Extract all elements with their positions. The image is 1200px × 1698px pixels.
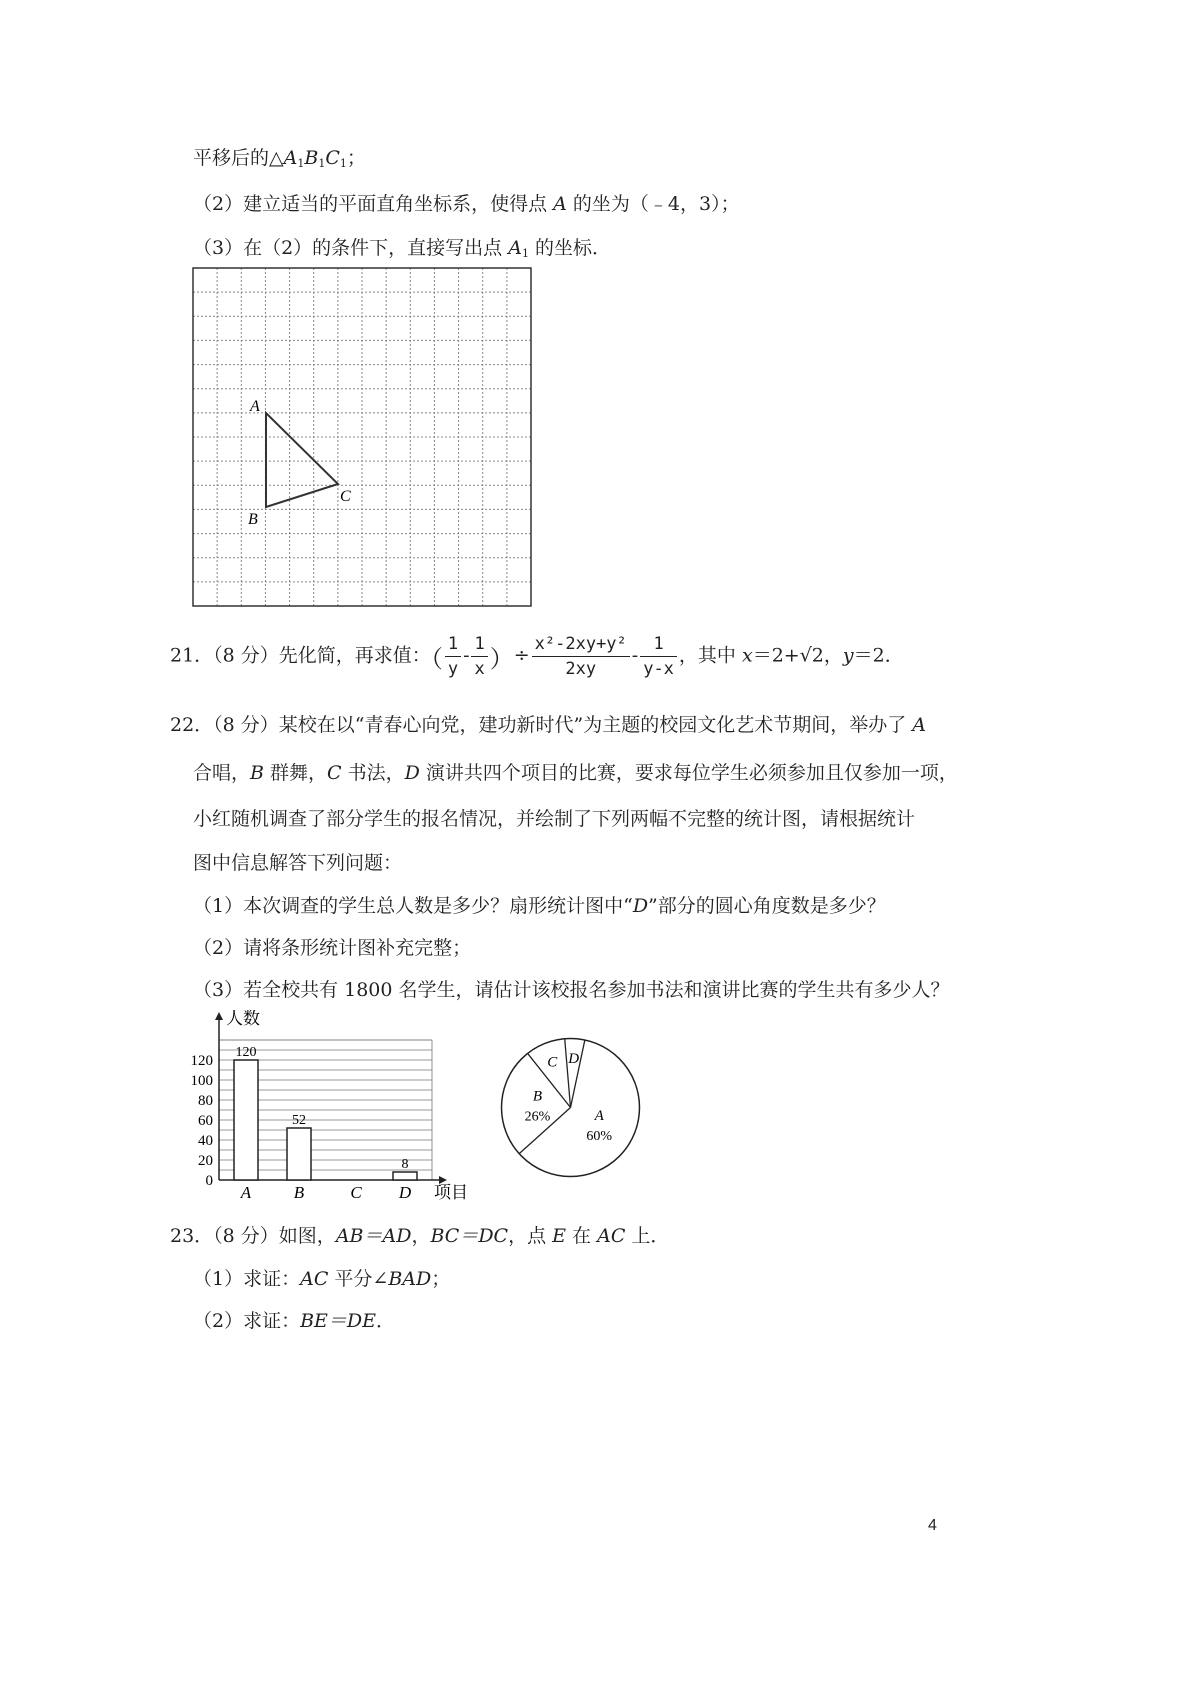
fraction-1-over-x: $\frac{1}{x}$ xyxy=(471,634,487,679)
q23-part1: （1）求证：AC 平分∠BAD； xyxy=(193,1268,451,1290)
bar-value-label: 8 xyxy=(401,1157,409,1172)
y-tick-label: 20 xyxy=(198,1153,213,1169)
q22-part3: （3）若全校共有 1800 名学生，请估计该校报名参加书法和演讲比赛的学生共有多少人？ xyxy=(193,979,950,1001)
pie-slice-label: A xyxy=(594,1108,604,1125)
y-tick-label: 100 xyxy=(190,1073,213,1089)
fraction-quadratic-over-2xy: $\frac{\text{x²-2xy+y²}}{2xy}$ xyxy=(532,634,630,679)
pie-percent-label: 60% xyxy=(586,1129,613,1145)
fraction-1-over-y-minus-x: $\frac{1}{y-x}$ xyxy=(640,634,677,679)
y-tick-label: 120 xyxy=(190,1053,213,1069)
grid-triangle-figure xyxy=(190,265,535,610)
bar-A xyxy=(234,1060,258,1180)
q22-part1: （1）本次调查的学生总人数是多少？扇形统计图中“D”部分的圆心角度数是多少？ xyxy=(193,895,886,917)
q22-line2: 合唱，B 群舞，C 书法，D 演讲共四个项目的比赛，要求每位学生必须参加且仅参加一项， xyxy=(193,762,958,784)
pie-chart xyxy=(498,1035,643,1180)
y-tick-label: 40 xyxy=(198,1133,213,1149)
pie-slice-label: B xyxy=(532,1088,543,1105)
q23-part2: （2）求证：BE＝DE． xyxy=(193,1310,396,1332)
q22-line4: 图中信息解答下列问题： xyxy=(193,852,403,874)
fraction-1-over-y: $\frac{1}{y}$ xyxy=(445,634,461,679)
y-tick-labels xyxy=(191,1053,214,1189)
x-category-label: C xyxy=(350,1183,362,1200)
y-tick-label: 60 xyxy=(198,1113,213,1129)
bar-chart xyxy=(180,1010,480,1200)
q23-line1: 23．（8 分）如图，AB＝AD，BC＝DC，点 E 在 AC 上． xyxy=(170,1225,670,1247)
bar-B xyxy=(287,1128,311,1180)
q22-part2: （2）请将条形统计图补充完整； xyxy=(193,937,472,959)
bar-value-label: 52 xyxy=(292,1113,306,1128)
x-category-label: B xyxy=(293,1183,305,1200)
pie-slice-label: D xyxy=(568,1050,580,1067)
vertex-label-a: A xyxy=(250,398,260,415)
y-tick-label: 0 xyxy=(205,1173,213,1189)
x-axis-title: 项目 xyxy=(434,1183,468,1200)
q20-part2: （2）建立适当的平面直角坐标系，使得点 A 的坐为（﹣4，3）； xyxy=(193,193,740,215)
pie-labels xyxy=(525,1051,613,1144)
y-axis-title: 人数 xyxy=(226,1010,260,1028)
x-category-labels xyxy=(240,1183,412,1200)
grid-lines xyxy=(193,268,531,606)
q22-line3: 小红随机调查了部分学生的报名情况，并绘制了下列两幅不完整的统计图，请根据统计 xyxy=(193,808,916,830)
x-category-label: D xyxy=(398,1183,412,1200)
bar-D xyxy=(393,1172,417,1180)
vertex-label-b: B xyxy=(248,511,258,528)
q21-line: 21．（8 分）先化简，再求值：（ $\frac{1}{y}$ - $\frac{1}{x}$ ）÷ $\frac{\text{x²-2xy+y²}}{2xy}$ - $\frac{1}{y-x}$ ，其中 x＝2+√2，y＝2． xyxy=(170,634,904,679)
vertex-label-c: C xyxy=(340,488,351,505)
y-axis-arrow xyxy=(215,1012,223,1020)
pie-slice-label: C xyxy=(547,1054,558,1071)
pie-divider xyxy=(565,1039,571,1108)
x-category-label: A xyxy=(240,1183,252,1200)
pie-percent-label: 26% xyxy=(524,1109,551,1125)
triangle-abc xyxy=(266,413,338,507)
y-tick-label: 80 xyxy=(198,1093,213,1109)
q20-line-continuation: 平移后的$\triangle A_1B_1C_1$； xyxy=(193,147,366,170)
q22-line1: 22．（8 分）某校在以“青春心向党，建功新时代”为主题的校园文化艺术节期间，举办了 A xyxy=(170,714,927,736)
page-number: 4 xyxy=(928,1517,937,1534)
bar-value-label: 120 xyxy=(235,1045,257,1060)
q20-part3: （3）在（2）的条件下，直接写出点 $A_1$ 的坐标． xyxy=(193,237,611,260)
